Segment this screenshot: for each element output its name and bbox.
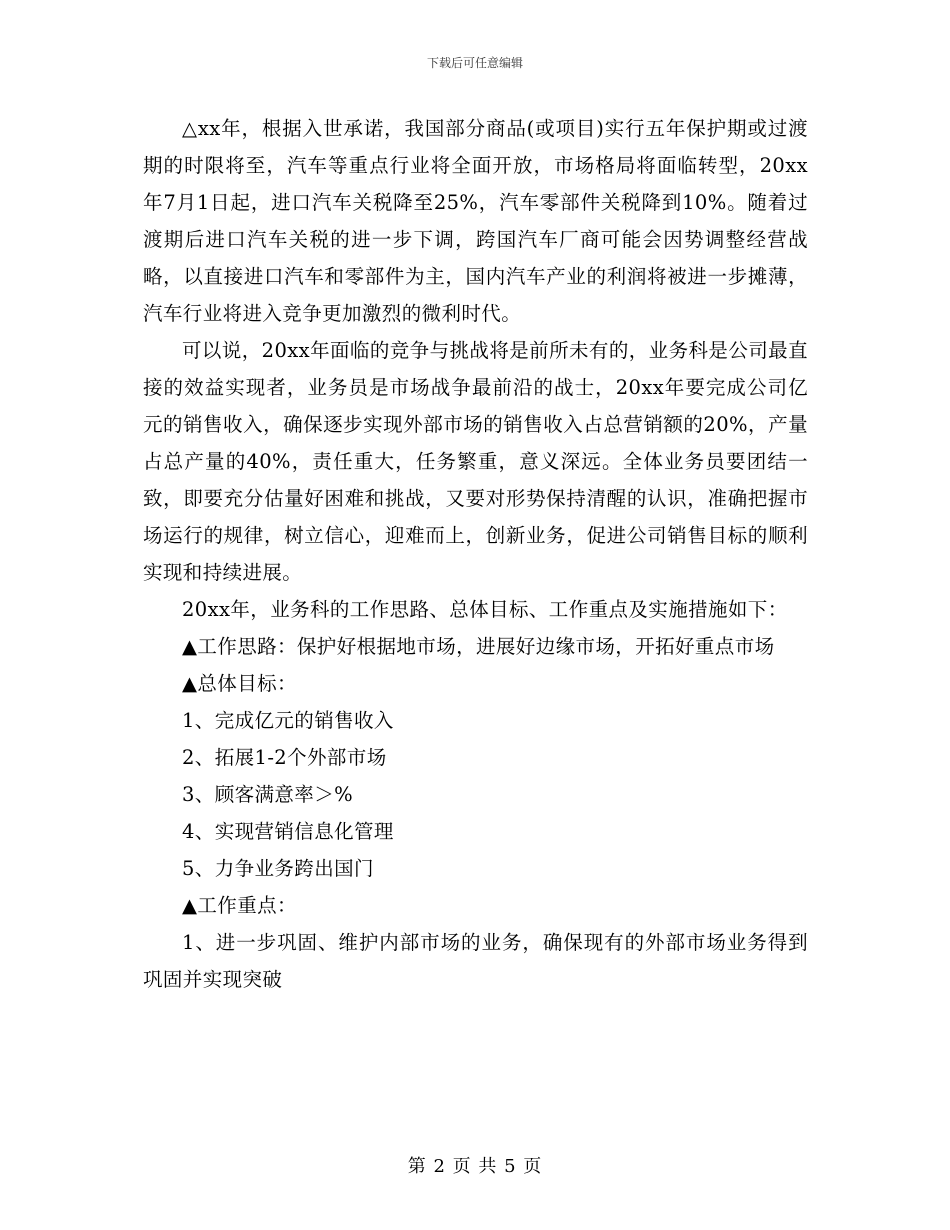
focus-item-1: 1、进一步巩固、维护内部市场的业务，确保现有的外部市场业务得到巩固并实现突破 [143, 931, 808, 991]
paragraph-wto-commitment: △xx年，根据入世承诺，我国部分商品(或项目)实行五年保护期或过渡期的时限将至，汽车等重点行业将全面开放，市场格局将面临转型，20xx年7月1日起，进口汽车关税降至25%，汽车零部件关税降到10%。随着过渡期后进口汽车关税的进一步下调，跨国汽车厂商可能会因势调整经营战略，以直接进口汽车和零部件为主，国内汽车产业的利润将被进一步摊薄，汽车行业将进入竞争更加激烈的微利时代。 [143, 117, 808, 325]
goal-item-4: 4、实现营销信息化管理 [182, 820, 394, 843]
heading-work-approach: ▲工作思路：保护好根据地市场，进展好边缘市场，开拓好重点市场 [182, 635, 775, 658]
paragraph-plan-intro: 20xx年，业务科的工作思路、总体目标、工作重点及实施措施如下： [182, 598, 788, 621]
goal-item-1: 1、完成亿元的销售收入 [182, 709, 394, 732]
goal-item-2: 2、拓展1-2个外部市场 [182, 746, 387, 769]
paragraph-competition-challenge: 可以说，20xx年面临的竞争与挑战将是前所未有的，业务科是公司最直接的效益实现者，业务员是市场战争最前沿的战士，20xx年要完成公司亿元的销售收入，确保逐步实现外部市场的销售收入占总营销额的20%，产量占总产量的40%，责任重大，任务繁重，意义深远。全体业务员要团结一致，即要充分估量好困难和挑战，又要对形势保持清醒的认识，准确把握市场运行的规律，树立信心，迎难而上，创新业务，促进公司销售目标的顺利实现和持续进展。 [143, 339, 808, 584]
page-number: 第 2 页 共 5 页 [407, 1156, 543, 1177]
goal-item-3: 3、顾客满意率＞% [182, 783, 354, 806]
document-body [143, 110, 808, 998]
heading-work-focus: ▲工作重点： [182, 894, 297, 917]
goal-item-5: 5、力争业务跨出国门 [182, 857, 374, 880]
page-header: 下载后可任意编辑 [426, 56, 523, 70]
heading-overall-goals: ▲总体目标： [182, 672, 297, 695]
